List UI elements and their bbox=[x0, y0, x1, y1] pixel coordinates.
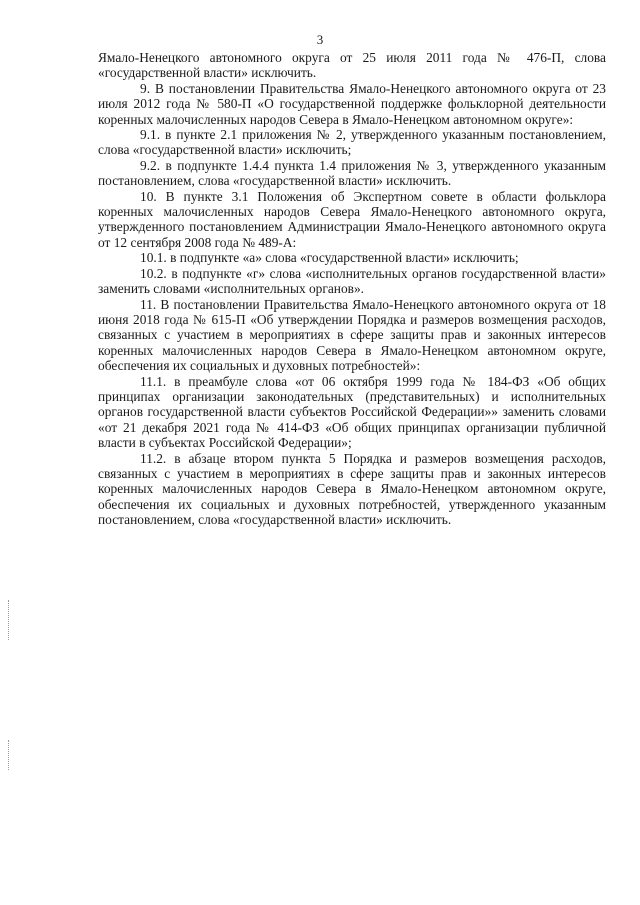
page-number: 3 bbox=[316, 32, 324, 47]
paragraph-continuation: Ямало-Ненецкого автономного округа от 25 июля 2011 года № 476-П, слова «государственной власти» исключить. bbox=[98, 50, 606, 81]
paragraph-9-2: 9.2. в подпункте 1.4.4 пункта 1.4 приложения № 3, утвержденного указанным постановлением, слова «государственной власти» исключить. bbox=[98, 157, 606, 189]
document-body bbox=[98, 50, 606, 528]
paragraph-10-1: 10.1. в подпункте «а» слова «государственной власти» исключить; bbox=[140, 250, 519, 266]
paragraph-9: 9. В постановлении Правительства Ямало-Ненецкого автономного округа от 23 июля 2012 года № 580-П «О государственной поддержке фольклорной деятельности коренных малочисленных народов Севера в Ямало-Ненецком автономном округе»: bbox=[98, 80, 606, 127]
paragraph-9-1: 9.1. в пункте 2.1 приложения № 2, утвержденного указанным постановлением, слова «государственной власти» исключить; bbox=[98, 127, 606, 158]
paragraph-10-2: 10.2. в подпункте «г» слова «исполнительных органов государственной власти» заменить словами «исполнительных органов». bbox=[98, 265, 606, 297]
scan-margin-mark bbox=[8, 740, 10, 770]
paragraph-11: 11. В постановлении Правительства Ямало-Ненецкого автономного округа от 18 июня 2018 года № 615-П «Об утверждении Порядка и размеров возмещения расходов, связанных с участием в мероприятиях в сфере защиты прав и законных интересов коренных малочисленных народов Севера в Ямало-Ненецком автономном округе, обеспечения их социальных и духовных потребностей»: bbox=[98, 296, 606, 374]
paragraph-11-1: 11.1. в преамбуле слова «от 06 октября 1999 года № 184-ФЗ «Об общих принципах организации законодательных (представительных) и исполнительных органов государственной власти субъектов Российской Федерации»» заменить словами «от 21 декабря 2021 года № 414-ФЗ «Об общих принципах организации публичной власти в субъектах Российской Федерации»; bbox=[98, 373, 606, 451]
paragraph-10: 10. В пункте 3.1 Положения об Экспертном совете в области фольклора коренных малочисленных народов Севера Ямало-Ненецкого автономного округа, утвержденного постановлением Администрации Ямало-Ненецкого автономного округа от 12 сентября 2008 года № 489-А: bbox=[98, 188, 606, 250]
paragraph-11-2: 11.2. в абзаце втором пункта 5 Порядка и размеров возмещения расходов, связанных с участием в мероприятиях в сфере защиты прав и законных интересов коренных малочисленных народов Севера в Ямало-Ненецком автономном округе, обеспечения их социальных и духовных потребностей, утвержденного указанным постановлением, слова «государственной власти» исключить. bbox=[98, 450, 606, 528]
scan-margin-mark bbox=[8, 600, 10, 640]
